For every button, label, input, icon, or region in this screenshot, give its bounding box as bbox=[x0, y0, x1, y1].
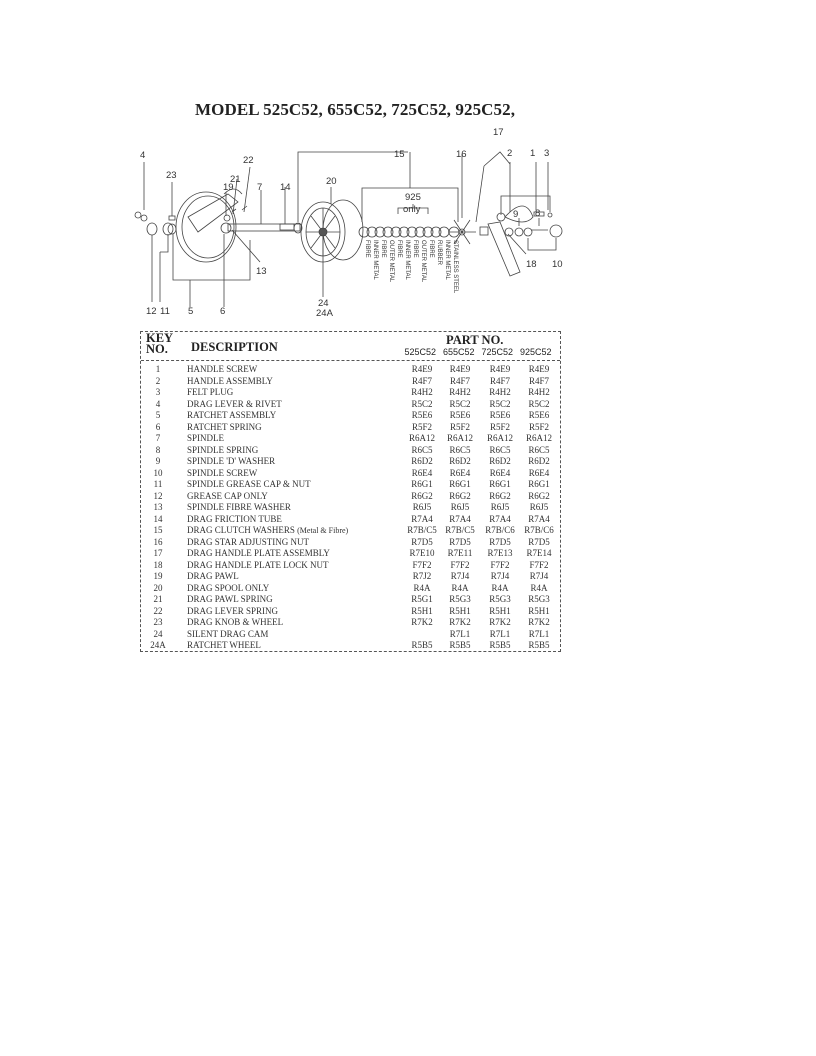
svg-text:6: 6 bbox=[220, 306, 226, 317]
part-number: R5B5 bbox=[411, 640, 433, 650]
part-number: R6J5 bbox=[490, 502, 510, 512]
key-no: 8 bbox=[155, 444, 161, 455]
part-number: R7A4 bbox=[411, 513, 433, 524]
part-number: R5G3 bbox=[449, 594, 471, 604]
part-number: R7A4 bbox=[449, 513, 471, 524]
key-no: 9 bbox=[155, 456, 161, 466]
part-number: R6G1 bbox=[411, 479, 433, 489]
table-row bbox=[141, 560, 560, 572]
part-description: SPINDLE SCREW bbox=[187, 467, 258, 478]
model-header: 655C52 bbox=[442, 347, 475, 357]
part-number: R4E9 bbox=[449, 364, 471, 374]
part-number: R6C5 bbox=[489, 444, 511, 455]
table-row bbox=[141, 617, 560, 629]
table-row bbox=[141, 468, 560, 480]
part-description: DRAG PAWL bbox=[187, 571, 239, 581]
part-number: R7B/C6 bbox=[524, 525, 554, 535]
table-row bbox=[141, 364, 560, 376]
svg-text:INNER METAL: INNER METAL bbox=[444, 240, 450, 280]
svg-text:4: 4 bbox=[140, 150, 146, 161]
svg-text:STAINLESS STEEL: STAINLESS STEEL bbox=[452, 240, 458, 294]
part-number: R5C2 bbox=[449, 398, 471, 409]
key-no: 1 bbox=[155, 364, 161, 374]
svg-text:21: 21 bbox=[230, 174, 241, 185]
key-no: 7 bbox=[155, 433, 161, 443]
part-number: R6E4 bbox=[449, 467, 471, 478]
part-number: R7L1 bbox=[449, 628, 471, 639]
svg-text:19: 19 bbox=[223, 182, 234, 193]
key-no: 23 bbox=[153, 617, 163, 627]
part-number: R5F2 bbox=[449, 421, 470, 432]
part-description: RATCHET WHEEL bbox=[187, 640, 261, 650]
part-description: DRAG PAWL SPRING bbox=[187, 594, 273, 604]
part-number: F7F2 bbox=[450, 559, 470, 570]
part-number: R7D5 bbox=[449, 536, 471, 547]
svg-text:8: 8 bbox=[535, 208, 541, 219]
part-number: R5H1 bbox=[489, 605, 511, 616]
part-number: R4F7 bbox=[449, 375, 470, 386]
part-number: R6A12 bbox=[525, 433, 552, 443]
part-number: R5H1 bbox=[449, 605, 471, 616]
key-no: 5 bbox=[155, 410, 161, 420]
key-no: 16 bbox=[153, 536, 163, 547]
table-row bbox=[141, 594, 560, 606]
part-description: SPINDLE bbox=[187, 433, 225, 443]
part-number: R6G1 bbox=[528, 479, 550, 489]
table-row bbox=[141, 640, 560, 652]
svg-text:INNER METAL: INNER METAL bbox=[372, 240, 378, 280]
svg-text:23: 23 bbox=[166, 170, 177, 181]
key-no: 10 bbox=[153, 467, 163, 478]
part-number: R5E6 bbox=[449, 410, 471, 420]
part-description: DRAG CLUTCH WASHERS (Metal & Fibre) bbox=[187, 525, 349, 535]
page-title: MODEL 525C52, 655C52, 725C52, 925C52, bbox=[195, 100, 516, 119]
exploded-parts-diagram bbox=[128, 122, 578, 327]
part-description: DRAG SPOOL ONLY bbox=[187, 582, 270, 593]
part-description: RATCHET SPRING bbox=[187, 421, 262, 432]
part-number: R5F2 bbox=[489, 421, 510, 432]
key-no: 20 bbox=[153, 582, 163, 593]
key-no: 14 bbox=[153, 513, 163, 524]
part-number: R5C2 bbox=[411, 398, 433, 409]
svg-text:RUBBER: RUBBER bbox=[436, 240, 442, 266]
svg-text:925: 925 bbox=[405, 192, 421, 203]
table-row bbox=[141, 410, 560, 422]
part-number: R5G1 bbox=[411, 594, 433, 604]
svg-text:FIBRE: FIBRE bbox=[412, 240, 418, 258]
key-no: 21 bbox=[153, 594, 163, 604]
part-number: R7E10 bbox=[409, 548, 435, 558]
part-description: SILENT DRAG CAM bbox=[187, 628, 269, 639]
table-row bbox=[141, 537, 560, 549]
part-number: R7A4 bbox=[489, 513, 511, 524]
part-number: R4A bbox=[451, 582, 469, 593]
part-description: RATCHET ASSEMBLY bbox=[187, 410, 277, 420]
part-number: R6A12 bbox=[486, 433, 513, 443]
svg-text:only: only bbox=[403, 204, 421, 215]
table-row bbox=[141, 422, 560, 434]
table-row bbox=[141, 399, 560, 411]
part-number: R7L1 bbox=[489, 628, 511, 639]
table-row bbox=[141, 387, 560, 399]
table-row bbox=[141, 548, 560, 560]
part-number: R6J5 bbox=[529, 502, 549, 512]
part-number: R5H1 bbox=[411, 605, 433, 616]
part-number: R6D2 bbox=[411, 456, 433, 466]
svg-text:16: 16 bbox=[456, 149, 467, 160]
part-number: R6G1 bbox=[449, 479, 471, 489]
part-number: R5B5 bbox=[489, 640, 511, 650]
part-number: R7K2 bbox=[449, 617, 471, 627]
svg-text:12: 12 bbox=[146, 306, 157, 317]
part-number: R4H2 bbox=[411, 387, 433, 397]
svg-text:13: 13 bbox=[256, 266, 267, 277]
svg-text:FIBRE: FIBRE bbox=[380, 240, 386, 258]
part-number: R6C5 bbox=[449, 444, 471, 455]
svg-text:14: 14 bbox=[280, 182, 291, 193]
svg-text:OUTER METAL: OUTER METAL bbox=[420, 240, 426, 283]
part-number: R7J4 bbox=[450, 571, 470, 581]
part-number: R5E6 bbox=[528, 410, 550, 420]
table-row bbox=[141, 433, 560, 445]
part-number: R6G2 bbox=[489, 490, 511, 501]
key-no: 22 bbox=[153, 605, 163, 616]
part-number: R7E13 bbox=[487, 548, 513, 558]
part-number: F7F2 bbox=[529, 559, 549, 570]
key-no: 18 bbox=[153, 559, 163, 570]
part-no-header: PART NO. bbox=[446, 333, 504, 347]
part-number: R7A4 bbox=[528, 513, 550, 524]
part-number: R7K2 bbox=[411, 617, 433, 627]
part-number: R7D5 bbox=[489, 536, 511, 547]
key-no: 3 bbox=[155, 387, 161, 397]
svg-text:22: 22 bbox=[243, 155, 254, 166]
svg-text:24: 24 bbox=[318, 298, 329, 309]
key-no: 15 bbox=[153, 525, 163, 535]
svg-text:5: 5 bbox=[188, 306, 194, 317]
part-number: R6G2 bbox=[528, 490, 550, 501]
part-description: DRAG KNOB & WHEEL bbox=[187, 617, 284, 627]
key-no: 24A bbox=[150, 640, 166, 650]
part-number: R4F7 bbox=[489, 375, 510, 386]
svg-text:INNER METAL: INNER METAL bbox=[404, 240, 410, 280]
svg-text:FIBRE: FIBRE bbox=[428, 240, 434, 258]
part-number: R6D2 bbox=[489, 456, 511, 466]
part-number: R4H2 bbox=[528, 387, 550, 397]
part-number: R6D2 bbox=[528, 456, 550, 466]
svg-text:1: 1 bbox=[530, 148, 536, 159]
description-note: (Metal & Fibre) bbox=[297, 526, 349, 535]
table-row bbox=[141, 376, 560, 388]
table-row bbox=[141, 525, 560, 537]
part-description: DRAG HANDLE PLATE LOCK NUT bbox=[187, 559, 329, 570]
part-number: R5B5 bbox=[449, 640, 471, 650]
part-number: F7F2 bbox=[490, 559, 510, 570]
model-header: 725C52 bbox=[481, 347, 514, 357]
part-description: DRAG LEVER SPRING bbox=[187, 605, 279, 616]
part-number: R4H2 bbox=[449, 387, 471, 397]
svg-text:FIBRE: FIBRE bbox=[396, 240, 402, 258]
key-no: 24 bbox=[153, 628, 163, 639]
table-row bbox=[141, 479, 560, 491]
key-no: 2 bbox=[155, 375, 161, 386]
table-header bbox=[141, 332, 560, 361]
part-description: DRAG STAR ADJUSTING NUT bbox=[187, 536, 310, 547]
part-number: R4F7 bbox=[411, 375, 432, 386]
part-number: R4E9 bbox=[489, 364, 511, 374]
key-no: 6 bbox=[155, 421, 161, 432]
table-row bbox=[141, 606, 560, 618]
key-no: 19 bbox=[153, 571, 163, 581]
part-number: R7D5 bbox=[528, 536, 550, 547]
part-number: R7J4 bbox=[490, 571, 510, 581]
svg-text:OUTER METAL: OUTER METAL bbox=[388, 240, 394, 283]
part-number: R5C2 bbox=[528, 398, 550, 409]
svg-text:18: 18 bbox=[526, 259, 537, 270]
table-row bbox=[141, 445, 560, 457]
svg-text:10: 10 bbox=[552, 259, 563, 270]
key-no: 4 bbox=[155, 398, 161, 409]
part-number: R5E6 bbox=[489, 410, 511, 420]
table-row bbox=[141, 629, 560, 641]
part-number: R6C5 bbox=[528, 444, 550, 455]
part-number: R7B/C5 bbox=[445, 525, 475, 535]
table-row bbox=[141, 502, 560, 514]
model-headers bbox=[401, 347, 561, 357]
svg-text:9: 9 bbox=[513, 209, 519, 220]
part-number: R7L1 bbox=[528, 628, 550, 639]
part-number: R5H1 bbox=[528, 605, 550, 616]
part-number: R6G1 bbox=[489, 479, 511, 489]
part-description: HANDLE ASSEMBLY bbox=[187, 375, 273, 386]
part-number: R6G2 bbox=[449, 490, 471, 501]
part-number: R6A12 bbox=[446, 433, 473, 443]
part-number: R4F7 bbox=[528, 375, 549, 386]
part-description: SPINDLE FIBRE WASHER bbox=[187, 502, 291, 512]
part-number: R5G3 bbox=[528, 594, 550, 604]
part-number: F7F2 bbox=[412, 559, 432, 570]
table-row bbox=[141, 456, 560, 468]
key-header: KEY NO. bbox=[146, 331, 174, 356]
model-header: 525C52 bbox=[404, 347, 437, 357]
part-number: R4A bbox=[413, 582, 431, 593]
svg-text:17: 17 bbox=[493, 127, 504, 138]
part-number: R4A bbox=[491, 582, 509, 593]
part-number: R6J5 bbox=[412, 502, 432, 512]
part-number: R5F2 bbox=[528, 421, 549, 432]
table-row bbox=[141, 514, 560, 526]
part-number: R4A bbox=[530, 582, 548, 593]
svg-text:3: 3 bbox=[544, 148, 550, 159]
svg-text:24A: 24A bbox=[316, 308, 333, 319]
part-number: R7E14 bbox=[526, 548, 552, 558]
part-description: SPINDLE SPRING bbox=[187, 444, 259, 455]
part-number: R5G3 bbox=[489, 594, 511, 604]
part-description: DRAG FRICTION TUBE bbox=[187, 513, 282, 524]
part-number: R6E4 bbox=[411, 467, 433, 478]
key-no: 12 bbox=[153, 490, 163, 501]
part-number: R6D2 bbox=[449, 456, 471, 466]
svg-text:2: 2 bbox=[507, 148, 513, 159]
part-number: R5F2 bbox=[411, 421, 432, 432]
description-header: DESCRIPTION bbox=[191, 340, 278, 354]
part-description: SPINDLE 'D' WASHER bbox=[187, 456, 276, 466]
part-number: R7E11 bbox=[447, 548, 473, 558]
part-number: R5E6 bbox=[411, 410, 433, 420]
svg-text:11: 11 bbox=[160, 306, 170, 317]
svg-text:20: 20 bbox=[326, 176, 337, 187]
part-description: SPINDLE GREASE CAP & NUT bbox=[187, 479, 311, 489]
part-number: R6E4 bbox=[528, 467, 550, 478]
part-description: DRAG LEVER & RIVET bbox=[187, 398, 282, 409]
part-number: R7J4 bbox=[529, 571, 549, 581]
part-number: R6C5 bbox=[411, 444, 433, 455]
model-header: 925C52 bbox=[519, 347, 552, 357]
part-number: R5C2 bbox=[489, 398, 511, 409]
key-no: 17 bbox=[153, 548, 163, 558]
svg-text:7: 7 bbox=[257, 182, 263, 193]
table-row bbox=[141, 571, 560, 583]
part-number: R6A12 bbox=[408, 433, 435, 443]
part-number: R7B/C5 bbox=[407, 525, 437, 535]
part-description: GREASE CAP ONLY bbox=[187, 490, 268, 501]
table-row bbox=[141, 583, 560, 595]
part-number: R7B/C6 bbox=[485, 525, 515, 535]
svg-text:FIBRE: FIBRE bbox=[364, 240, 370, 258]
part-description: FELT PLUG bbox=[187, 387, 234, 397]
part-number: R6J5 bbox=[450, 502, 470, 512]
part-number: R7J2 bbox=[412, 571, 432, 581]
part-number: R7K2 bbox=[528, 617, 550, 627]
part-description: HANDLE SCREW bbox=[187, 364, 258, 374]
key-no: 11 bbox=[153, 479, 163, 489]
part-number: R6G2 bbox=[411, 490, 433, 501]
part-number: R4E9 bbox=[528, 364, 550, 374]
part-number: R6E4 bbox=[489, 467, 511, 478]
part-number: R7K2 bbox=[489, 617, 511, 627]
part-number: R5B5 bbox=[528, 640, 550, 650]
key-no: 13 bbox=[153, 502, 163, 512]
parts-table bbox=[140, 331, 561, 652]
part-number: R7D5 bbox=[411, 536, 433, 547]
part-number: R4E9 bbox=[411, 364, 433, 374]
table-row bbox=[141, 491, 560, 503]
svg-text:15: 15 bbox=[394, 149, 405, 160]
table-body bbox=[141, 364, 560, 652]
part-description: DRAG HANDLE PLATE ASSEMBLY bbox=[187, 548, 330, 558]
part-number: R4H2 bbox=[489, 387, 511, 397]
